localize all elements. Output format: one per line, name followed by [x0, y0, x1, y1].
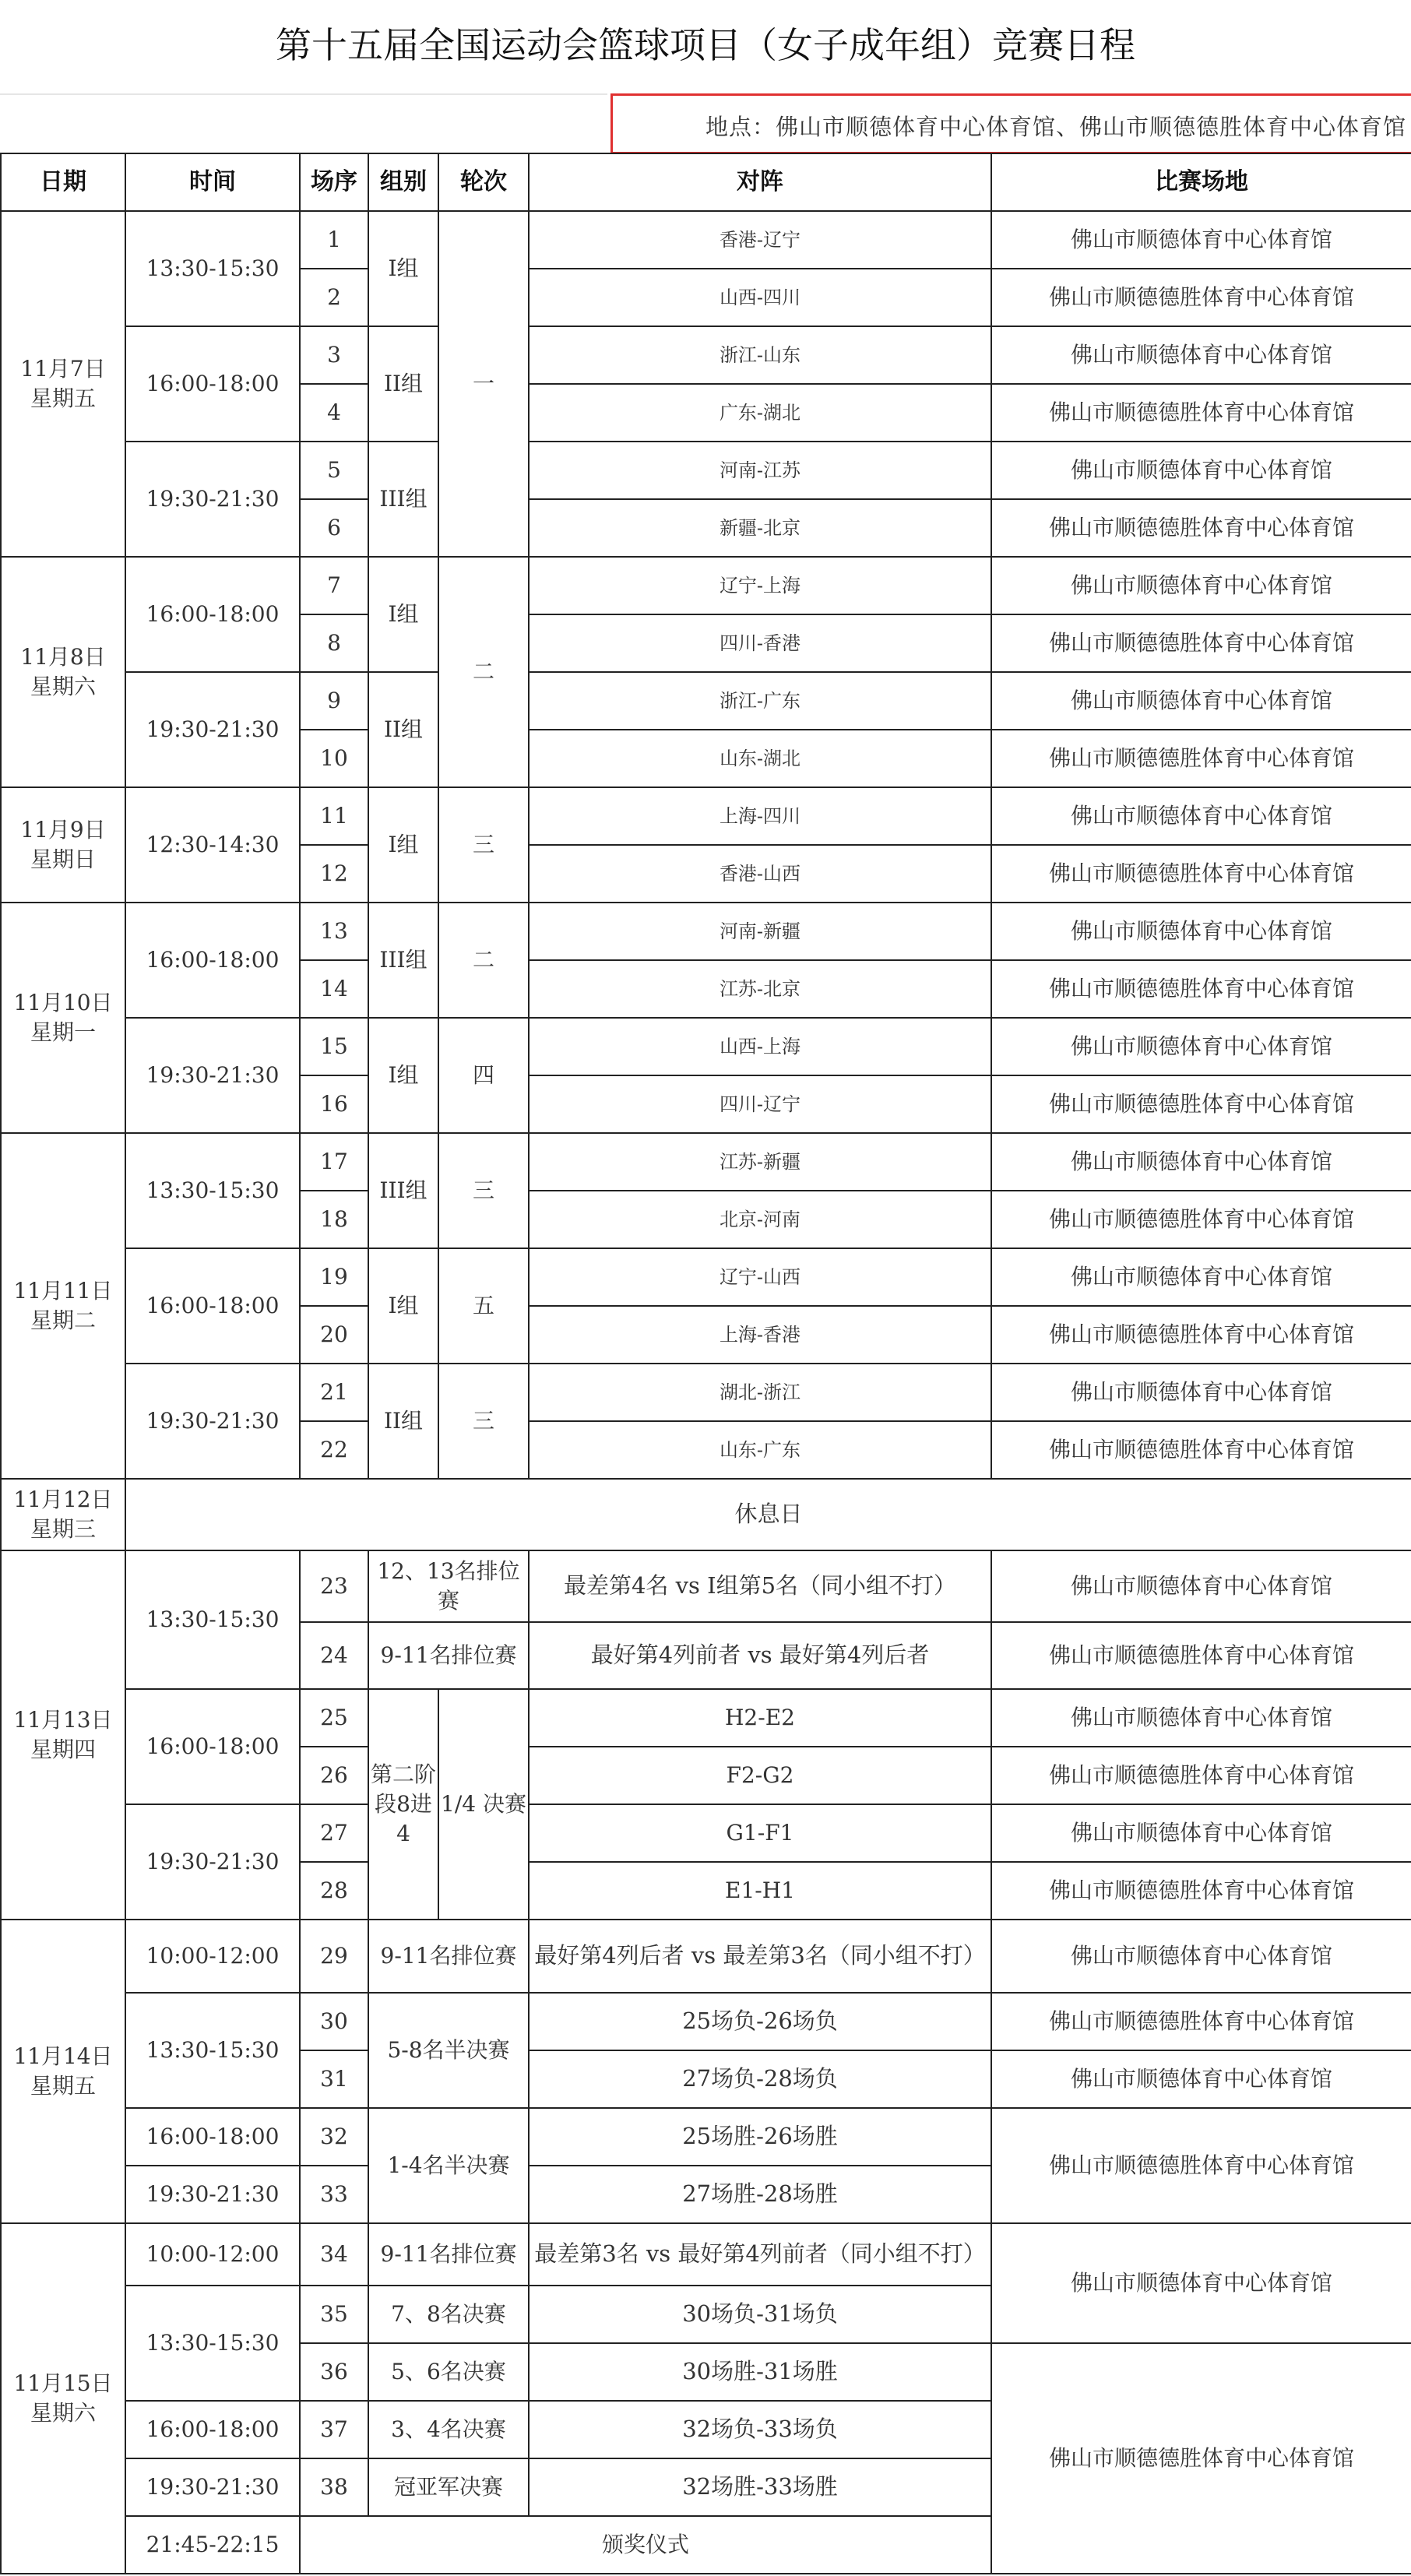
placement-cell: 12、13名排位赛: [368, 1550, 529, 1622]
round-cell: 四: [438, 1018, 529, 1133]
rest-day-cell: 休息日: [125, 1479, 1411, 1550]
match-no: 18: [300, 1191, 368, 1248]
match-no: 6: [300, 499, 368, 557]
matchup-cell: 四川-香港: [529, 614, 991, 672]
matchup-cell: 最好第4列后者 vs 最差第3名（同小组不打）: [529, 1920, 991, 1993]
time-cell: 13:30-15:30: [125, 2286, 300, 2401]
match-no: 2: [300, 269, 368, 326]
match-no: 32: [300, 2108, 368, 2166]
matchup-cell: E1-H1: [529, 1862, 991, 1920]
time-cell: 19:30-21:30: [125, 1364, 300, 1479]
time-cell: 16:00-18:00: [125, 2401, 300, 2458]
time-cell: 16:00-18:00: [125, 903, 300, 1018]
time-cell: 13:30-15:30: [125, 1993, 300, 2108]
table-row: [1, 787, 1411, 845]
match-no: 26: [300, 1747, 368, 1804]
matchup-cell: 25场负-26场负: [529, 1993, 991, 2050]
matchup-cell: 山东-湖北: [529, 730, 991, 787]
match-no: 4: [300, 384, 368, 442]
time-cell: 16:00-18:00: [125, 557, 300, 672]
matchup-cell: 32场负-33场负: [529, 2401, 991, 2458]
match-no: 20: [300, 1306, 368, 1364]
match-no: 27: [300, 1804, 368, 1862]
stage-cell: 第二阶段8进4: [368, 1689, 438, 1920]
match-no: 14: [300, 960, 368, 1018]
matchup-cell: 最好第4列前者 vs 最好第4列后者: [529, 1622, 991, 1689]
matchup-cell: 江苏-北京: [529, 960, 991, 1018]
date-cell: 11月15日 星期六: [1, 2223, 125, 2574]
matchup-cell: 27场负-28场负: [529, 2050, 991, 2108]
header-divider: [0, 93, 607, 95]
table-row: [1, 326, 1411, 384]
table-row: [1, 1133, 1411, 1191]
matchup-cell: 香港-辽宁: [529, 211, 991, 269]
matchup-cell: 湖北-浙江: [529, 1364, 991, 1421]
time-cell: 16:00-18:00: [125, 326, 300, 442]
group-cell: II组: [368, 672, 438, 787]
match-no: 33: [300, 2166, 368, 2223]
venue-cell: 佛山市顺德德胜体育中心体育馆: [991, 2108, 1411, 2223]
venue-cell: 佛山市顺德德胜体育中心体育馆: [991, 1747, 1411, 1804]
match-no: 1: [300, 211, 368, 269]
venue-cell: 佛山市顺德体育中心体育馆: [991, 211, 1411, 269]
time-cell: 19:30-21:30: [125, 672, 300, 787]
match-no: 7: [300, 557, 368, 614]
matchup-cell: 辽宁-上海: [529, 557, 991, 614]
table-row: [1, 211, 1411, 269]
table-row: [1, 1364, 1411, 1421]
venue-cell: 佛山市顺德体育中心体育馆: [991, 442, 1411, 499]
venue-cell: 佛山市顺德德胜体育中心体育馆: [991, 960, 1411, 1018]
date-cell: 11月10日 星期一: [1, 903, 125, 1133]
match-no: 13: [300, 903, 368, 960]
venue-cell: 佛山市顺德体育中心体育馆: [991, 1550, 1411, 1622]
venue-cell: 佛山市顺德德胜体育中心体育馆: [991, 499, 1411, 557]
match-no: 28: [300, 1862, 368, 1920]
match-no: 35: [300, 2286, 368, 2343]
matchup-cell: 新疆-北京: [529, 499, 991, 557]
round-cell: 三: [438, 787, 529, 903]
round-cell: 一: [438, 211, 529, 557]
round-cell: 三: [438, 1364, 529, 1479]
header-time: 时间: [125, 153, 300, 211]
placement-cell: 5-8名半决赛: [368, 1993, 529, 2108]
venue-cell: 佛山市顺德体育中心体育馆: [991, 557, 1411, 614]
header-group: 组别: [368, 153, 438, 211]
matchup-cell: 30场负-31场负: [529, 2286, 991, 2343]
table-row: [1, 557, 1411, 614]
table-header-row: [1, 153, 1411, 211]
table-row: [1, 1018, 1411, 1075]
time-cell: 21:45-22:15: [125, 2516, 300, 2574]
matchup-cell: 最差第4名 vs I组第5名（同小组不打）: [529, 1550, 991, 1622]
group-cell: III组: [368, 1133, 438, 1248]
schedule-table: [0, 153, 1411, 2574]
venue-cell: 佛山市顺德德胜体育中心体育馆: [991, 269, 1411, 326]
group-cell: III组: [368, 442, 438, 557]
venue-cell: 佛山市顺德体育中心体育馆: [991, 1248, 1411, 1306]
venue-note-box: [610, 93, 1411, 154]
match-no: 17: [300, 1133, 368, 1191]
match-no: 24: [300, 1622, 368, 1689]
table-row: [1, 1479, 1411, 1550]
date-cell: 11月7日 星期五: [1, 211, 125, 557]
venue-cell: 佛山市顺德体育中心体育馆: [991, 1364, 1411, 1421]
match-no: 30: [300, 1993, 368, 2050]
date-cell: 11月14日 星期五: [1, 1920, 125, 2223]
date-cell: 11月9日 星期日: [1, 787, 125, 903]
header-match-no: 场序: [300, 153, 368, 211]
venue-cell: 佛山市顺德体育中心体育馆: [991, 2050, 1411, 2108]
match-no: 21: [300, 1364, 368, 1421]
venue-cell: 佛山市顺德德胜体育中心体育馆: [991, 1862, 1411, 1920]
venue-cell: 佛山市顺德体育中心体育馆: [991, 1018, 1411, 1075]
matchup-cell: 最差第3名 vs 最好第4列前者（同小组不打）: [529, 2223, 991, 2286]
time-cell: 19:30-21:30: [125, 1804, 300, 1920]
header-round: 轮次: [438, 153, 529, 211]
round-cell: 三: [438, 1133, 529, 1248]
venue-cell: 佛山市顺德体育中心体育馆: [991, 672, 1411, 730]
time-cell: 13:30-15:30: [125, 1133, 300, 1248]
matchup-cell: 河南-新疆: [529, 903, 991, 960]
placement-cell: 3、4名决赛: [368, 2401, 529, 2458]
placement-cell: 9-11名排位赛: [368, 2223, 529, 2286]
time-cell: 19:30-21:30: [125, 2458, 300, 2516]
date-cell: 11月11日 星期二: [1, 1133, 125, 1479]
header-matchup: 对阵: [529, 153, 991, 211]
venue-cell: 佛山市顺德体育中心体育馆: [991, 326, 1411, 384]
group-cell: I组: [368, 1018, 438, 1133]
matchup-cell: 山东-广东: [529, 1421, 991, 1479]
group-cell: I组: [368, 557, 438, 672]
group-cell: III组: [368, 903, 438, 1018]
table-row: [1, 2223, 1411, 2286]
round-cell: 二: [438, 557, 529, 787]
matchup-cell: 山西-四川: [529, 269, 991, 326]
time-cell: 19:30-21:30: [125, 2166, 300, 2223]
table-row: [1, 1689, 1411, 1747]
match-no: 31: [300, 2050, 368, 2108]
placement-cell: 7、8名决赛: [368, 2286, 529, 2343]
venue-cell: 佛山市顺德德胜体育中心体育馆: [991, 1306, 1411, 1364]
date-cell: 11月12日 星期三: [1, 1479, 125, 1550]
placement-cell: 1-4名半决赛: [368, 2108, 529, 2223]
match-no: 12: [300, 845, 368, 903]
venue-cell: 佛山市顺德体育中心体育馆: [991, 1804, 1411, 1862]
time-cell: 13:30-15:30: [125, 1550, 300, 1689]
matchup-cell: 浙江-山东: [529, 326, 991, 384]
match-no: 36: [300, 2343, 368, 2401]
venue-cell: 佛山市顺德体育中心体育馆: [991, 1133, 1411, 1191]
round-cell: 1/4 决赛: [438, 1689, 529, 1920]
placement-cell: 9-11名排位赛: [368, 1920, 529, 1993]
matchup-cell: 辽宁-山西: [529, 1248, 991, 1306]
venue-cell: 佛山市顺德德胜体育中心体育馆: [991, 1075, 1411, 1133]
match-no: 3: [300, 326, 368, 384]
match-no: 15: [300, 1018, 368, 1075]
match-no: 22: [300, 1421, 368, 1479]
table-row: [1, 1804, 1411, 1862]
venue-note: 地点：佛山市顺德体育中心体育馆、佛山市顺德德胜体育中心体育馆: [705, 114, 1406, 140]
venue-cell: 佛山市顺德体育中心体育馆: [991, 2223, 1411, 2343]
table-row: [1, 2108, 1411, 2166]
matchup-cell: 四川-辽宁: [529, 1075, 991, 1133]
time-cell: 16:00-18:00: [125, 1248, 300, 1364]
match-no: 16: [300, 1075, 368, 1133]
time-cell: 16:00-18:00: [125, 2108, 300, 2166]
time-cell: 10:00-12:00: [125, 1920, 300, 1993]
match-no: 23: [300, 1550, 368, 1622]
match-no: 38: [300, 2458, 368, 2516]
venue-cell: 佛山市顺德德胜体育中心体育馆: [991, 845, 1411, 903]
time-cell: 19:30-21:30: [125, 442, 300, 557]
venue-cell: 佛山市顺德德胜体育中心体育馆: [991, 2343, 1411, 2574]
matchup-cell: H2-E2: [529, 1689, 991, 1747]
group-cell: I组: [368, 1248, 438, 1364]
time-cell: 19:30-21:30: [125, 1018, 300, 1133]
table-row: [1, 1550, 1411, 1622]
match-no: 5: [300, 442, 368, 499]
table-row: [1, 903, 1411, 960]
time-cell: 13:30-15:30: [125, 211, 300, 326]
matchup-cell: 上海-香港: [529, 1306, 991, 1364]
matchup-cell: G1-F1: [529, 1804, 991, 1862]
round-cell: 五: [438, 1248, 529, 1364]
date-cell: 11月8日 星期六: [1, 557, 125, 787]
date-cell: 11月13日 星期四: [1, 1550, 125, 1920]
matchup-cell: 25场胜-26场胜: [529, 2108, 991, 2166]
venue-cell: 佛山市顺德德胜体育中心体育馆: [991, 384, 1411, 442]
round-cell: 二: [438, 903, 529, 1018]
matchup-cell: 浙江-广东: [529, 672, 991, 730]
venue-cell: 佛山市顺德德胜体育中心体育馆: [991, 730, 1411, 787]
time-cell: 10:00-12:00: [125, 2223, 300, 2286]
venue-cell: 佛山市顺德德胜体育中心体育馆: [991, 1191, 1411, 1248]
placement-cell: 冠亚军决赛: [368, 2458, 529, 2516]
matchup-cell: 山西-上海: [529, 1018, 991, 1075]
match-no: 25: [300, 1689, 368, 1747]
matchup-cell: F2-G2: [529, 1747, 991, 1804]
table-row: [1, 1993, 1411, 2050]
venue-cell: 佛山市顺德体育中心体育馆: [991, 787, 1411, 845]
match-no: 8: [300, 614, 368, 672]
time-cell: 12:30-14:30: [125, 787, 300, 903]
table-row: [1, 1920, 1411, 1993]
time-cell: 16:00-18:00: [125, 1689, 300, 1804]
group-cell: II组: [368, 326, 438, 442]
matchup-cell: 32场胜-33场胜: [529, 2458, 991, 2516]
table-row: [1, 442, 1411, 499]
matchup-cell: 江苏-新疆: [529, 1133, 991, 1191]
venue-cell: 佛山市顺德德胜体育中心体育馆: [991, 614, 1411, 672]
matchup-cell: 河南-江苏: [529, 442, 991, 499]
match-no: 10: [300, 730, 368, 787]
venue-cell: 佛山市顺德体育中心体育馆: [991, 1689, 1411, 1747]
match-no: 19: [300, 1248, 368, 1306]
table-row: [1, 672, 1411, 730]
group-cell: I组: [368, 787, 438, 903]
venue-cell: 佛山市顺德体育中心体育馆: [991, 1920, 1411, 1993]
page-title: 第十五届全国运动会篮球项目（女子成年组）竞赛日程: [276, 24, 1135, 66]
match-no: 34: [300, 2223, 368, 2286]
venue-cell: 佛山市顺德德胜体育中心体育馆: [991, 1622, 1411, 1689]
venue-cell: 佛山市顺德体育中心体育馆: [991, 903, 1411, 960]
match-no: 9: [300, 672, 368, 730]
match-no: 29: [300, 1920, 368, 1993]
matchup-cell: 上海-四川: [529, 787, 991, 845]
matchup-cell: 27场胜-28场胜: [529, 2166, 991, 2223]
ceremony-cell: 颁奖仪式: [300, 2516, 991, 2574]
venue-cell: 佛山市顺德德胜体育中心体育馆: [991, 1993, 1411, 2050]
venue-cell: 佛山市顺德德胜体育中心体育馆: [991, 1421, 1411, 1479]
group-cell: I组: [368, 211, 438, 326]
header-date: 日期: [1, 153, 125, 211]
match-no: 11: [300, 787, 368, 845]
matchup-cell: 广东-湖北: [529, 384, 991, 442]
matchup-cell: 香港-山西: [529, 845, 991, 903]
placement-cell: 5、6名决赛: [368, 2343, 529, 2401]
group-cell: II组: [368, 1364, 438, 1479]
table-row: [1, 1248, 1411, 1306]
header-venue: 比赛场地: [991, 153, 1411, 211]
matchup-cell: 北京-河南: [529, 1191, 991, 1248]
match-no: 37: [300, 2401, 368, 2458]
matchup-cell: 30场胜-31场胜: [529, 2343, 991, 2401]
placement-cell: 9-11名排位赛: [368, 1622, 529, 1689]
